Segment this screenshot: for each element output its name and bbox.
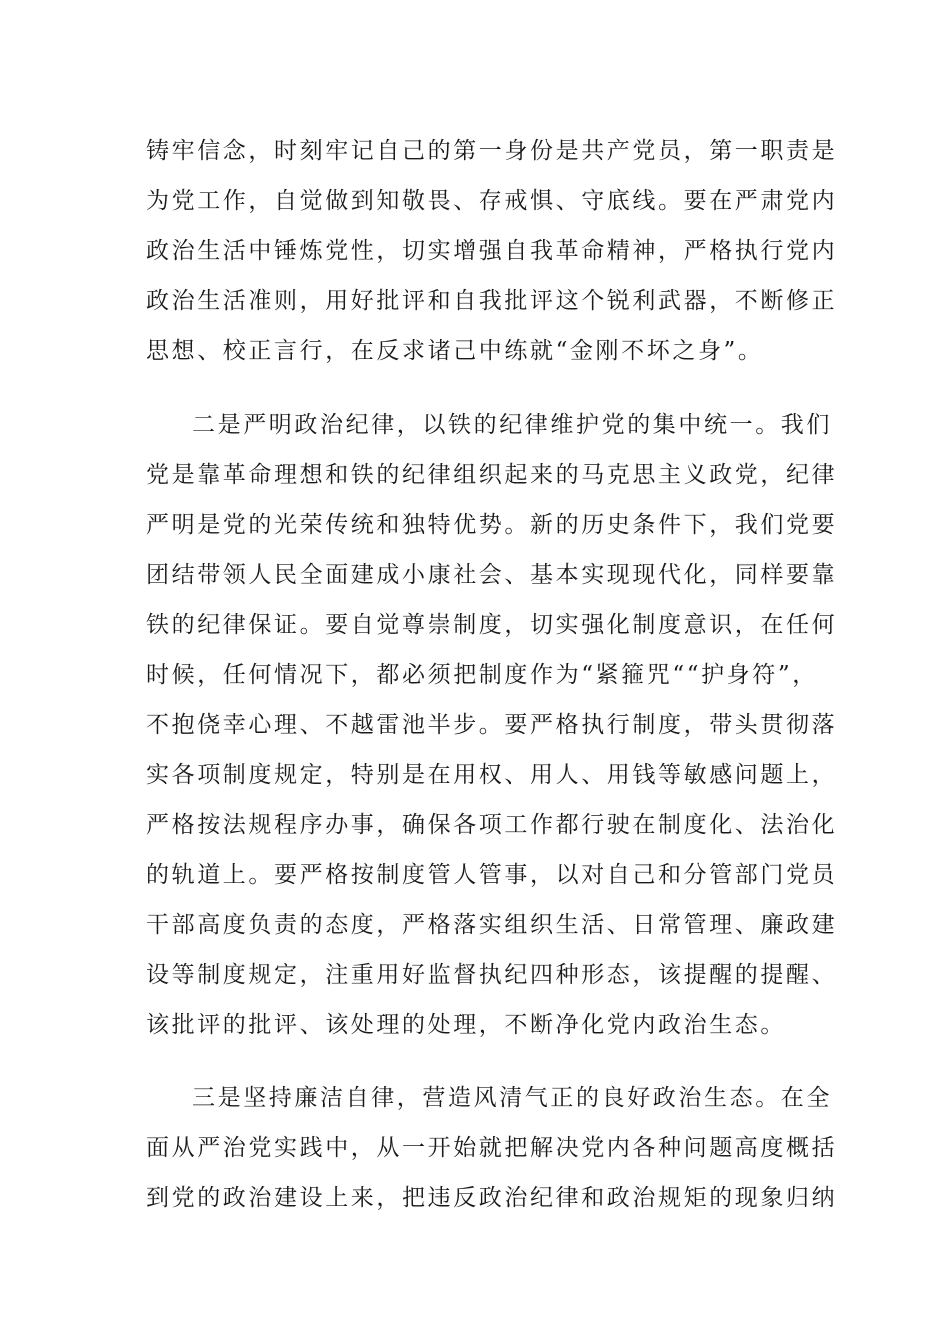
text-line: 政治生活中锤炼党性，切实增强自我革命精神，严格执行党内	[146, 238, 838, 264]
text-line: 思想、校正言行，在反求诸己中练就“金刚不坏之身”。	[146, 338, 764, 364]
paragraph-first-line: 二是严明政治纪律，以铁的纪律维护党的集中统一。我们	[192, 412, 832, 438]
text-line: 党是靠革命理想和铁的纪律组织起来的马克思主义政党，纪律	[146, 462, 838, 488]
text-line: 严格按法规程序办事，确保各项工作都行驶在制度化、法治化	[146, 812, 838, 838]
text-line: 铸牢信念，时刻牢记自己的第一身份是共产党员，第一职责是	[146, 138, 838, 164]
text-line: 为党工作，自觉做到知敬畏、存戒惧、守底线。要在严肃党内	[146, 188, 838, 214]
text-line: 的轨道上。要严格按制度管人管事，以对自己和分管部门党员	[146, 862, 838, 888]
text-line: 实各项制度规定，特别是在用权、用人、用钱等敏感问题上，	[146, 762, 838, 788]
text-line: 该批评的批评、该处理的处理，不断净化党内政治生态。	[146, 1012, 786, 1038]
text-line: 铁的纪律保证。要自觉尊崇制度，切实强化制度意识，在任何	[146, 612, 838, 638]
text-line: 面从严治党实践中，从一开始就把解决党内各种问题高度概括	[146, 1135, 838, 1161]
text-line: 干部高度负责的态度，严格落实组织生活、日常管理、廉政建	[146, 912, 838, 938]
text-line: 设等制度规定，注重用好监督执纪四种形态，该提醒的提醒、	[146, 962, 838, 988]
text-line: 团结带领人民全面建成小康社会、基本实现现代化，同样要靠	[146, 562, 838, 588]
paragraph-first-line: 三是坚持廉洁自律，营造风清气正的良好政治生态。在全	[192, 1085, 832, 1111]
text-line: 严明是党的光荣传统和独特优势。新的历史条件下，我们党要	[146, 512, 838, 538]
text-line: 不抱侥幸心理、不越雷池半步。要严格执行制度，带头贯彻落	[146, 712, 838, 738]
text-line: 时候，任何情况下，都必须把制度作为“紧箍咒““护身符”，	[146, 662, 818, 688]
text-line: 到党的政治建设上来，把违反政治纪律和政治规矩的现象归纳	[146, 1185, 838, 1211]
text-line: 政治生活准则，用好批评和自我批评这个锐利武器，不断修正	[146, 288, 838, 314]
